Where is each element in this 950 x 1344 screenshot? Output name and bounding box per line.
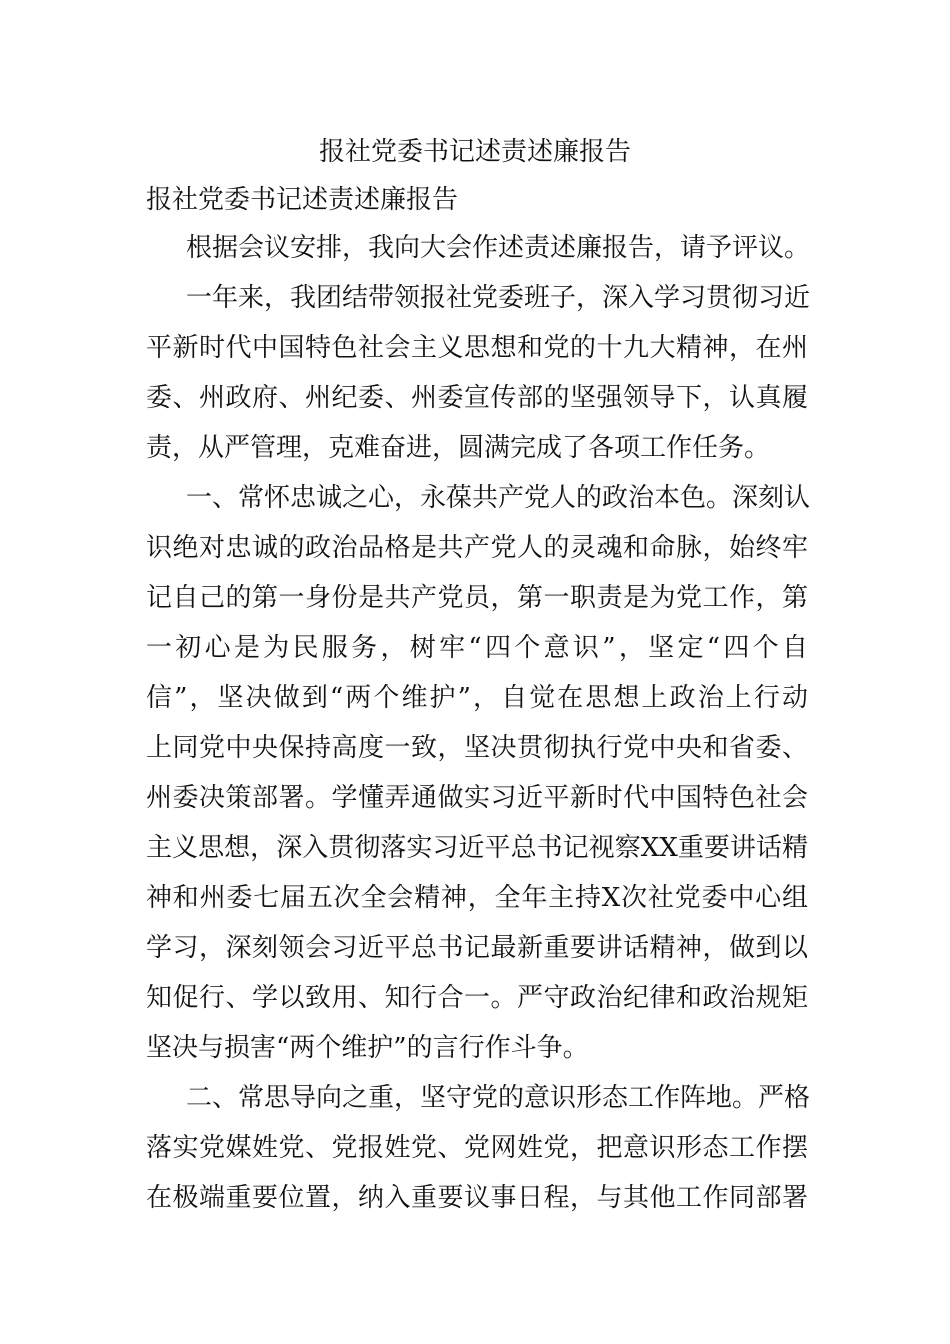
document-title: 报社党委书记述责述廉报告	[318, 137, 631, 167]
body-line: 在极端重要位置，纳入重要议事日程，与其他工作同部署	[146, 1183, 808, 1213]
document-subtitle: 报社党委书记述责述廉报告	[146, 185, 459, 215]
body-line: 一年来，我团结带领报社党委班子，深入学习贯彻习近	[186, 283, 811, 313]
body-line: 一初心是为民服务，树牢“四个意识”，坚定“四个自	[146, 633, 808, 663]
body-line: 记自己的第一身份是共产党员，第一职责是为党工作，第	[146, 583, 808, 613]
body-line: 知促行、学以致用、知行合一。严守政治纪律和政治规矩	[146, 983, 808, 1013]
body-line: 州委决策部署。学懂弄通做实习近平新时代中国特色社会	[146, 783, 808, 813]
body-line: 上同党中央保持高度一致，坚决贯彻执行党中央和省委、	[146, 733, 808, 763]
body-line: 委、州政府、州纪委、州委宣传部的坚强领导下，认真履	[146, 383, 808, 413]
body-line: 识绝对忠诚的政治品格是共产党人的灵魂和命脉，始终牢	[146, 533, 808, 563]
body-line: 平新时代中国特色社会主义思想和党的十九大精神，在州	[146, 333, 808, 363]
body-line: 二、常思导向之重，坚守党的意识形态工作阵地。严格	[186, 1083, 811, 1113]
body-line: 神和州委七届五次全会精神，全年主持X次社党委中心组	[146, 883, 808, 913]
body-line: 学习，深刻领会习近平总书记最新重要讲话精神，做到以	[146, 933, 808, 963]
body-line: 坚决与损害“两个维护”的言行作斗争。	[146, 1033, 589, 1063]
body-line: 责，从严管理，克难奋进，圆满完成了各项工作任务。	[146, 433, 771, 463]
body-line: 一、常怀忠诚之心，永葆共产党人的政治本色。深刻认	[186, 483, 811, 513]
body-line: 落实党媒姓党、党报姓党、党网姓党，把意识形态工作摆	[146, 1133, 808, 1163]
body-line: 主义思想，深入贯彻落实习近平总书记视察XX重要讲话精	[146, 833, 808, 863]
body-line: 根据会议安排，我向大会作述责述廉报告，请予评议。	[186, 233, 811, 263]
body-line: 信”，坚决做到“两个维护”，自觉在思想上政治上行动	[146, 683, 808, 713]
